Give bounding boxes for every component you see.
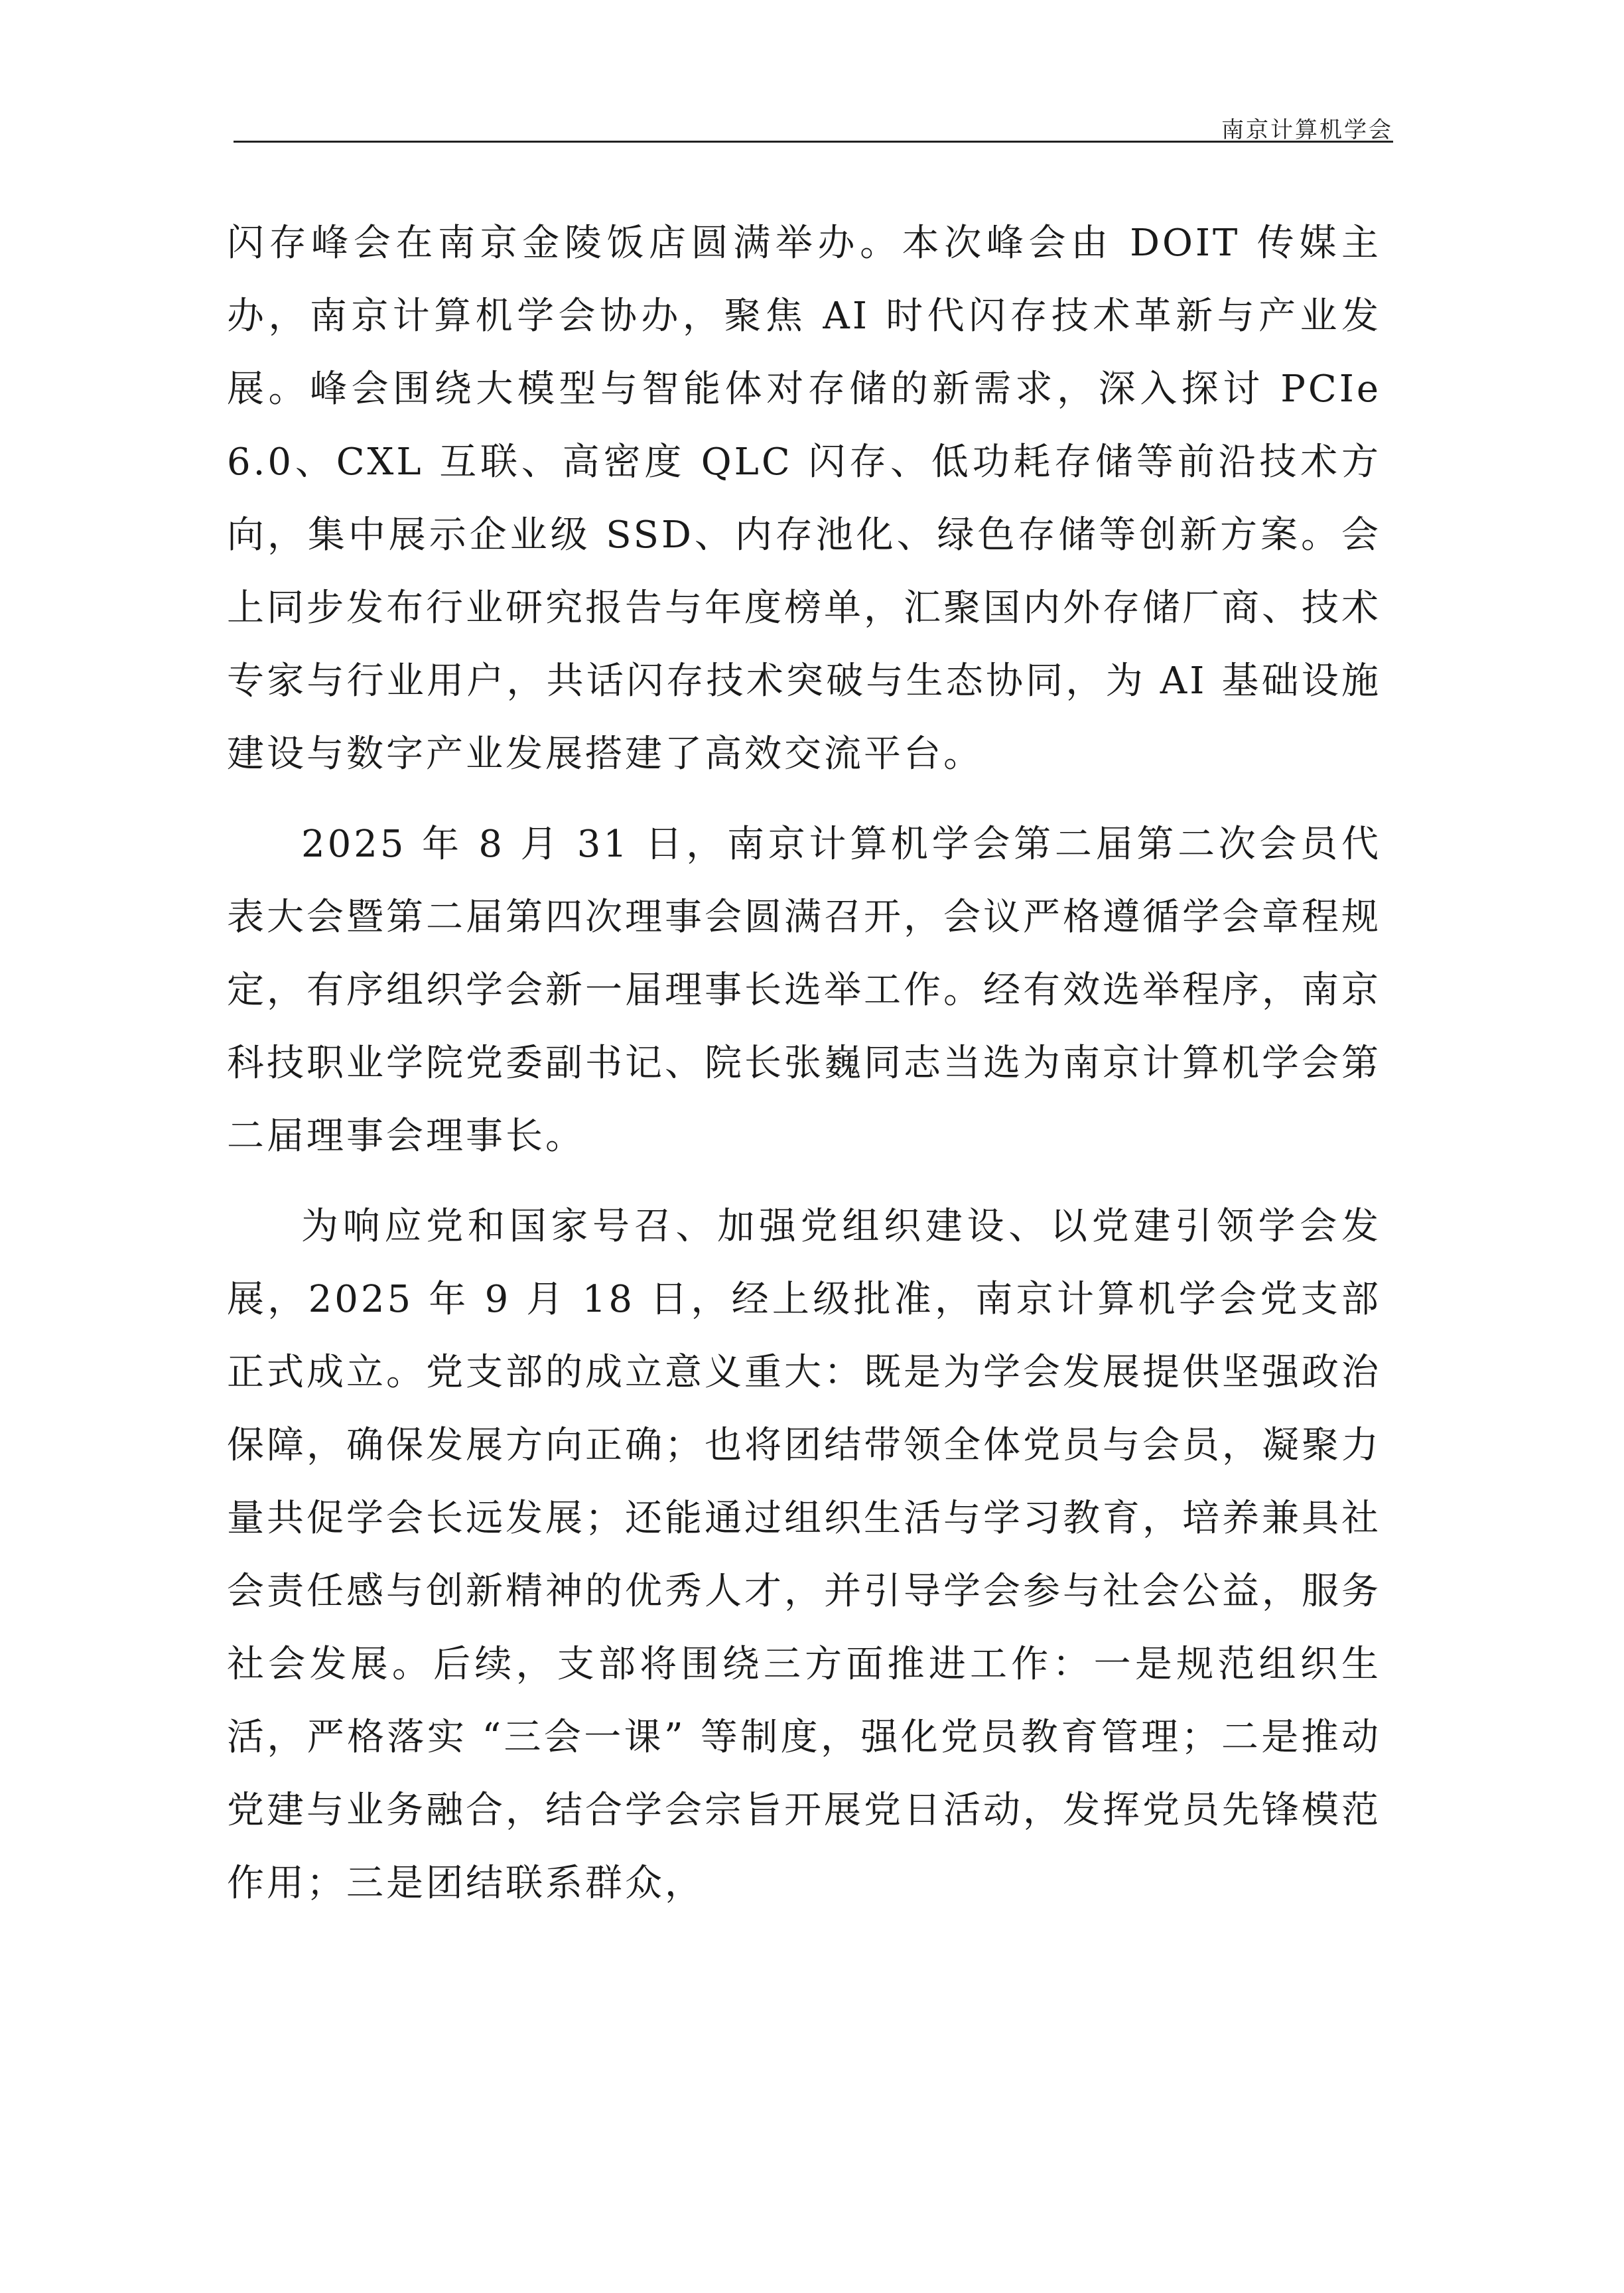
paragraph-party-branch: 为响应党和国家号召、加强党组织建设、以党建引领学会发展，2025 年 9 月 18 日，经上级批准，南京计算机学会党支部正式成立。党支部的成立意义重大：既是为学会发展提供坚强政治保障，确保发展方向正确；也将团结带领全体党员与会员，凝聚力量共促学会长远发展；还能通过组织生活与学习教育，培养兼具社会责任感与创新精神的优秀人才，并引导学会参与社会公益，服务社会发展。后续，支部将围绕三方面推进工作：一是规范组织生活，严格落实 “三会一课” 等制度，强化党员教育管理；二是推动党建与业务融合，结合学会宗旨开展党日活动，发挥党员先锋模范作用；三是团结联系群众， xyxy=(227,1205,1381,1905)
header-organization-name: 南京计算机学会 xyxy=(1221,117,1393,143)
paragraph-member-congress: 2025 年 8 月 31 日，南京计算机学会第二届第二次会员代表大会暨第二届第四次理事会圆满召开，会议严格遵循学会章程规定，有序组织学会新一届理事长选举工作。经有效选举程序，南京科技职业学院党委副书记、院长张巍同志当选为南京计算机学会第二届理事会理事长。 xyxy=(227,823,1381,1158)
document-body xyxy=(227,207,1381,1937)
header-divider xyxy=(234,141,1393,143)
paragraph-summit-continuation: 闪存峰会在南京金陵饭店圆满举办。本次峰会由 DOIT 传媒主办，南京计算机学会协办，聚焦 AI 时代闪存技术革新与产业发展。峰会围绕大模型与智能体对存储的新需求，深入探讨 PCIe 6.0、CXL 互联、高密度 QLC 闪存、低功耗存储等前沿技术方向，集中展示企业级 SSD、内存池化、绿色存储等创新方案。会上同步发布行业研究报告与年度榜单，汇聚国内外存储厂商、技术专家与行业用户，共话闪存技术突破与生态协同，为 AI 基础设施建设与数字产业发展搭建了高效交流平台。 xyxy=(227,222,1381,776)
